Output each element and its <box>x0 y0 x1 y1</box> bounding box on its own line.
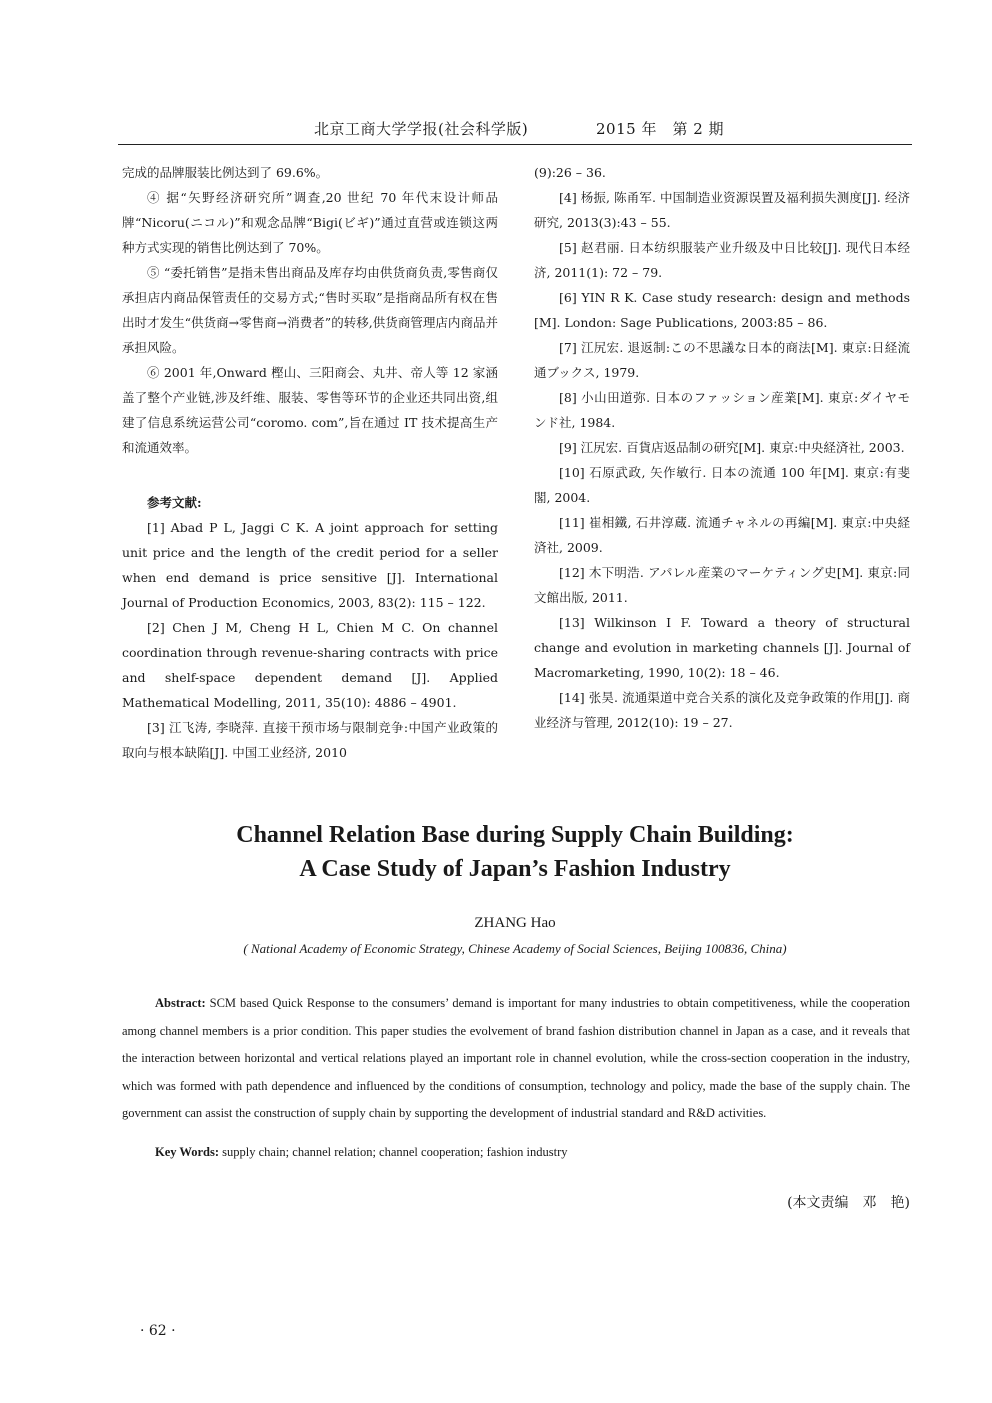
reference-13: [13] Wilkinson I F. Toward a theory of structural change and evolution in marketing channels [J]. Journal of Macromarketing, 1990, 10(2): 18 – 46. <box>534 615 910 680</box>
note-6: ⑥ 2001 年,Onward 樫山、三阳商会、丸井、帝人等 12 家涵盖了整个产业链,涉及纤维、服装、零售等环节的企业还共同出资,组建了信息系统运营公司“coromo. com”,旨在通过 IT 技术提高生产和流通效率。 <box>122 365 498 455</box>
note-5: ⑤ “委托销售”是指未售出商品及库存均由供货商负责,零售商仅承担店内商品保管责任的交易方式;“售时买取”是指商品所有权在售出时才发生“供货商→零售商→消费者”的转移,供货商管理店内商品并承担风险。 <box>122 265 498 355</box>
author-name: ZHANG Hao <box>474 915 556 931</box>
reference-6: [6] YIN R K. Case study research: design and methods [M]. London: Sage Publications, 2003:85 – 86. <box>534 290 910 330</box>
note-4: ④ 据“矢野经济研究所”调查,20 世纪 70 年代末设计师品牌“Nicoru(ニコル)”和观念品牌“Bigi(ビギ)”通过直营或连锁这两种方式实现的销售比例达到了 70%。 <box>122 190 498 255</box>
issue-info: 2015 年 第 2 期 <box>596 120 725 138</box>
english-title <box>118 818 912 886</box>
left-column <box>122 160 498 765</box>
reference-4: [4] 杨振, 陈甬军. 中国制造业资源误置及福利损失测度[J]. 经济研究, 2013(3):43 – 55. <box>534 190 910 230</box>
reference-5: [5] 赵君丽. 日本纺织服装产业升级及中日比较[J]. 现代日本经济, 2011(1): 72 – 79. <box>534 240 910 280</box>
reference-10: [10] 石原武政, 矢作敏行. 日本の流通 100 年[M]. 東京:有斐閣, 2004. <box>534 465 910 505</box>
reference-3-continuation: (9):26 – 36. <box>534 165 606 180</box>
reference-3: [3] 江飞涛, 李晓萍. 直接干预市场与限制竞争:中国产业政策的取向与根本缺陷[J]. 中国工业经济, 2010 <box>122 720 498 760</box>
abstract-label: Abstract: <box>155 996 206 1010</box>
running-header <box>118 118 912 142</box>
abstract <box>122 990 910 1128</box>
title-line-2: A Case Study of Japan’s Fashion Industry <box>299 856 731 882</box>
journal-name: 北京工商大学学报(社会科学版) <box>314 120 529 138</box>
keywords-label: Key Words: <box>155 1145 220 1159</box>
right-column <box>534 160 910 735</box>
reference-2: [2] Chen J M, Cheng H L, Chien M C. On channel coordination through revenue-sharing contracts with price and shelf-space dependent demand [J]. Applied Mathematical Modelling, 2011, 35(10): 4886 – 4901. <box>122 620 498 710</box>
keywords-text: supply chain; channel relation; channel cooperation; fashion industry <box>219 1145 568 1159</box>
abstract-text: SCM based Quick Response to the consumers’ demand is important for many industries to obtain competitiveness, while the cooperation among channel members is a prior condition. This paper studies the evolvement of brand fashion distribution channel in Japan as a case, and it reveals that the interaction between horizontal and vertical relations played an important role in channel evolution, while the cross-section cooperation in the industry, which was formed with path dependence and influenced by the conditions of consumption, technology and policy, made the base of the supply chain. The government can assist the construction of supply chain by supporting the development of industrial standard and R&D activities. <box>122 996 910 1120</box>
reference-14: [14] 张昊. 流通渠道中竞合关系的演化及竞争政策的作用[J]. 商业经济与管理, 2012(10): 19 – 27. <box>534 690 910 730</box>
reference-8: [8] 小山田道弥. 日本のファッション産業[M]. 東京:ダイヤモンド社, 1984. <box>534 390 910 430</box>
note-continuation: 完成的品牌服装比例达到了 69.6%。 <box>122 165 329 180</box>
reference-11: [11] 崔相鐵, 石井淳蔵. 流通チャネルの再編[M]. 東京:中央経済社, 2009. <box>534 515 910 555</box>
author-affiliation: ( National Academy of Economic Strategy, Chinese Academy of Social Sciences, Beijing 100836, China) <box>243 941 787 956</box>
references-heading: 参考文献: <box>147 495 202 510</box>
reference-7: [7] 江尻宏. 退返制:この不思議な日本的商法[M]. 東京:日経流通ブックス, 1979. <box>534 340 910 380</box>
reference-12: [12] 木下明浩. アパレル産業のマーケティング史[M]. 東京:同文館出版, 2011. <box>534 565 910 605</box>
title-line-1: Channel Relation Base during Supply Chain Building: <box>236 822 794 848</box>
header-rule <box>118 144 912 145</box>
keywords <box>122 1139 910 1166</box>
reference-9: [9] 江尻宏. 百貨店返品制の研究[M]. 東京:中央経済社, 2003. <box>559 440 905 455</box>
reference-1: [1] Abad P L, Jaggi C K. A joint approach for setting unit price and the length of the credit period for a seller when end demand is price sensitive [J]. International Journal of Production Economics, 2003, 83(2): 115 – 122. <box>122 520 498 610</box>
page-number: · 62 · <box>140 1323 176 1339</box>
editor-note: (本文责编 邓 艳) <box>787 1195 910 1211</box>
